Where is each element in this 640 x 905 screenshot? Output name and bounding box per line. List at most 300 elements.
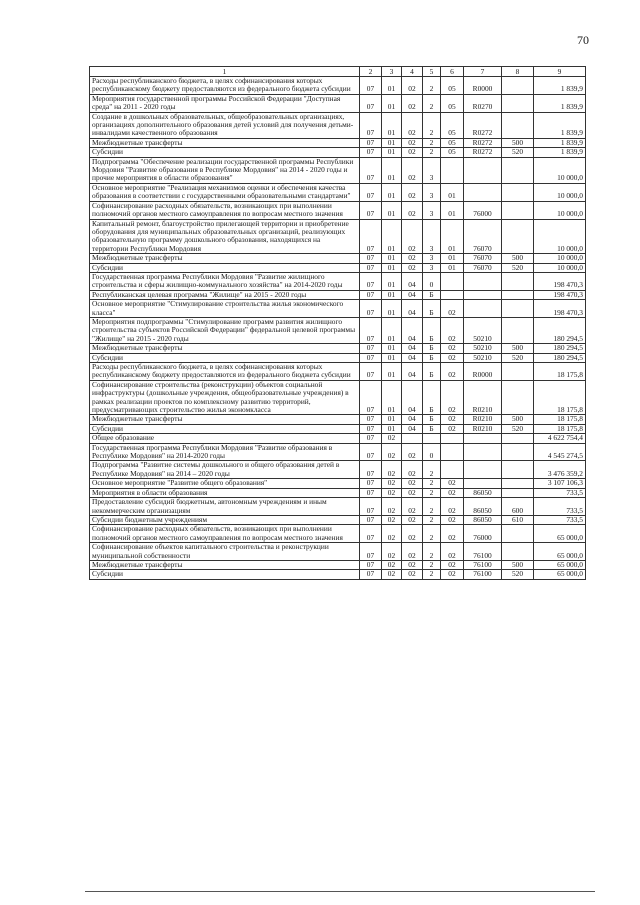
table-row xyxy=(90,77,586,95)
row-section: 07 xyxy=(360,263,382,272)
row-name: Субсидии xyxy=(90,570,360,579)
row-type xyxy=(502,488,534,497)
table-row xyxy=(90,488,586,497)
row-amount: 1 839,9 xyxy=(534,112,586,138)
row-amount: 10 000,0 xyxy=(534,254,586,263)
row-subsection: 02 xyxy=(382,443,402,461)
row-direction xyxy=(464,183,502,201)
row-amount: 65 000,0 xyxy=(534,560,586,569)
table-row xyxy=(90,219,586,254)
row-subprogram: Б xyxy=(423,415,441,424)
row-type xyxy=(502,461,534,479)
row-type xyxy=(502,272,534,290)
row-program: 04 xyxy=(402,317,423,343)
row-name: Субсидии бюджетным учреждениям xyxy=(90,515,360,524)
row-name: Софинансирование расходных обязательств, возникающих при выполнении полномочий органов местного самоуправления по вопросам местного значения xyxy=(90,201,360,219)
row-name: Предоставление субсидий бюджетным, автономным учреждениям и иным некоммерческим организациям xyxy=(90,498,360,516)
row-direction: 76070 xyxy=(464,219,502,254)
row-section: 07 xyxy=(360,543,382,561)
table-row xyxy=(90,183,586,201)
row-program: 02 xyxy=(402,570,423,579)
row-section: 07 xyxy=(360,353,382,362)
row-name: Подпрограмма "Развитие системы дошкольного и общего образования детей в Республике Мордовия" на 2014 – 2020 годы xyxy=(90,461,360,479)
row-amount: 65 000,0 xyxy=(534,525,586,543)
row-name: Государственная программа Республики Мордовия "Развитие образования в Республике Мордовия" на 2014-2020 годы xyxy=(90,443,360,461)
row-subprogram: Б xyxy=(423,290,441,299)
row-subsection: 01 xyxy=(382,380,402,415)
row-direction: 76100 xyxy=(464,560,502,569)
row-section: 07 xyxy=(360,363,382,381)
row-type: 500 xyxy=(502,138,534,147)
row-subsection: 01 xyxy=(382,272,402,290)
row-subsection: 01 xyxy=(382,219,402,254)
row-program: 02 xyxy=(402,479,423,488)
row-program: 02 xyxy=(402,560,423,569)
row-direction: R0210 xyxy=(464,424,502,433)
row-subsection: 01 xyxy=(382,344,402,353)
row-program: 02 xyxy=(402,94,423,112)
row-subprogram: 2 xyxy=(423,148,441,157)
row-type xyxy=(502,183,534,201)
row-subsection: 02 xyxy=(382,461,402,479)
row-measure: 02 xyxy=(441,300,464,318)
row-section: 07 xyxy=(360,515,382,524)
table-row xyxy=(90,380,586,415)
row-program: 02 xyxy=(402,488,423,497)
row-direction: R0272 xyxy=(464,112,502,138)
row-type xyxy=(502,317,534,343)
row-subprogram: Б xyxy=(423,363,441,381)
row-program: 02 xyxy=(402,148,423,157)
row-section: 07 xyxy=(360,272,382,290)
row-amount: 733,5 xyxy=(534,498,586,516)
row-section: 07 xyxy=(360,77,382,95)
row-program: 04 xyxy=(402,344,423,353)
row-amount: 65 000,0 xyxy=(534,543,586,561)
row-measure: 02 xyxy=(441,479,464,488)
row-measure: 02 xyxy=(441,415,464,424)
row-direction: 76070 xyxy=(464,254,502,263)
row-amount: 10 000,0 xyxy=(534,157,586,183)
row-measure: 01 xyxy=(441,219,464,254)
row-subprogram: 2 xyxy=(423,488,441,497)
row-direction: R0272 xyxy=(464,148,502,157)
row-measure: 02 xyxy=(441,515,464,524)
row-name: Субсидии xyxy=(90,263,360,272)
row-subprogram: 3 xyxy=(423,183,441,201)
table-row xyxy=(90,272,586,290)
row-name: Мероприятия государственной программы Российской Федерации "Доступная среда" на 2011 - 2020 годы xyxy=(90,94,360,112)
table-row xyxy=(90,515,586,524)
row-amount: 733,5 xyxy=(534,488,586,497)
row-measure: 01 xyxy=(441,201,464,219)
row-measure: 02 xyxy=(441,363,464,381)
table-row xyxy=(90,353,586,362)
row-name: Межбюджетные трансферты xyxy=(90,138,360,147)
row-program: 02 xyxy=(402,525,423,543)
row-program: 02 xyxy=(402,254,423,263)
row-name: Республиканская целевая программа "Жилище" на 2015 - 2020 годы xyxy=(90,290,360,299)
row-measure: 02 xyxy=(441,543,464,561)
row-subsection: 02 xyxy=(382,525,402,543)
row-measure: 02 xyxy=(441,488,464,497)
row-subsection: 02 xyxy=(382,560,402,569)
row-direction: 76070 xyxy=(464,263,502,272)
row-amount: 733,5 xyxy=(534,515,586,524)
row-measure xyxy=(441,461,464,479)
row-subsection: 02 xyxy=(382,515,402,524)
row-direction xyxy=(464,157,502,183)
row-section: 07 xyxy=(360,570,382,579)
row-subprogram: 2 xyxy=(423,515,441,524)
row-section: 07 xyxy=(360,183,382,201)
row-section: 07 xyxy=(360,112,382,138)
budget-table xyxy=(89,66,586,580)
row-program: 02 xyxy=(402,183,423,201)
row-subsection: 02 xyxy=(382,488,402,497)
table-row xyxy=(90,434,586,443)
row-subprogram: Б xyxy=(423,424,441,433)
row-direction: 76100 xyxy=(464,570,502,579)
row-section: 07 xyxy=(360,380,382,415)
row-type xyxy=(502,443,534,461)
row-subprogram: 2 xyxy=(423,94,441,112)
row-measure xyxy=(441,157,464,183)
row-amount: 18 175,8 xyxy=(534,424,586,433)
row-section: 07 xyxy=(360,525,382,543)
row-type xyxy=(502,290,534,299)
row-name: Субсидии xyxy=(90,353,360,362)
bottom-rule xyxy=(85,891,595,892)
table-row xyxy=(90,317,586,343)
column-header: 2 xyxy=(360,67,382,77)
table-row xyxy=(90,570,586,579)
row-subsection: 01 xyxy=(382,157,402,183)
row-section: 07 xyxy=(360,254,382,263)
row-subprogram: 3 xyxy=(423,263,441,272)
row-measure: 02 xyxy=(441,380,464,415)
row-subprogram xyxy=(423,434,441,443)
row-name: Межбюджетные трансферты xyxy=(90,344,360,353)
row-type xyxy=(502,380,534,415)
row-section: 07 xyxy=(360,498,382,516)
column-header: 5 xyxy=(423,67,441,77)
row-program: 04 xyxy=(402,380,423,415)
row-amount: 4 545 274,5 xyxy=(534,443,586,461)
table-row xyxy=(90,94,586,112)
row-name: Субсидии xyxy=(90,424,360,433)
row-section: 07 xyxy=(360,94,382,112)
row-type: 520 xyxy=(502,424,534,433)
table-row xyxy=(90,344,586,353)
row-section: 07 xyxy=(360,300,382,318)
row-amount: 10 000,0 xyxy=(534,263,586,272)
row-type xyxy=(502,543,534,561)
row-subprogram: 0 xyxy=(423,272,441,290)
row-amount: 1 839,9 xyxy=(534,94,586,112)
row-subsection: 01 xyxy=(382,317,402,343)
row-amount: 65 000,0 xyxy=(534,570,586,579)
row-name: Общее образование xyxy=(90,434,360,443)
table-row xyxy=(90,363,586,381)
row-subsection: 01 xyxy=(382,138,402,147)
row-subsection: 01 xyxy=(382,415,402,424)
row-subprogram: Б xyxy=(423,317,441,343)
row-measure: 02 xyxy=(441,525,464,543)
row-section: 07 xyxy=(360,317,382,343)
row-direction: 76000 xyxy=(464,201,502,219)
row-direction xyxy=(464,290,502,299)
table-row xyxy=(90,424,586,433)
table-row xyxy=(90,157,586,183)
table-row xyxy=(90,461,586,479)
row-type: 500 xyxy=(502,344,534,353)
row-subsection: 01 xyxy=(382,290,402,299)
row-program: 02 xyxy=(402,263,423,272)
row-name: Мероприятия в области образования xyxy=(90,488,360,497)
row-direction xyxy=(464,300,502,318)
table-row xyxy=(90,138,586,147)
table-row xyxy=(90,201,586,219)
table-row xyxy=(90,543,586,561)
row-type: 500 xyxy=(502,415,534,424)
row-amount: 18 175,8 xyxy=(534,415,586,424)
row-direction: R0272 xyxy=(464,138,502,147)
row-measure: 05 xyxy=(441,138,464,147)
row-subprogram: 3 xyxy=(423,254,441,263)
row-direction: R0000 xyxy=(464,363,502,381)
header-row xyxy=(90,67,586,77)
row-subprogram: 3 xyxy=(423,157,441,183)
row-measure xyxy=(441,272,464,290)
row-subsection: 01 xyxy=(382,201,402,219)
row-amount: 180 294,5 xyxy=(534,344,586,353)
row-subsection: 01 xyxy=(382,77,402,95)
table-row xyxy=(90,498,586,516)
row-section: 07 xyxy=(360,201,382,219)
row-type xyxy=(502,112,534,138)
row-type xyxy=(502,157,534,183)
row-type xyxy=(502,434,534,443)
row-amount: 18 175,8 xyxy=(534,363,586,381)
row-name: Создание в дошкольных образовательных, общеобразовательных организациях, организациях дополнительного образования детей условий для получения детьми-инвалидами качественного образования xyxy=(90,112,360,138)
row-type: 520 xyxy=(502,148,534,157)
row-program xyxy=(402,434,423,443)
row-direction: R0270 xyxy=(464,94,502,112)
row-subprogram: Б xyxy=(423,380,441,415)
row-direction xyxy=(464,272,502,290)
row-section: 07 xyxy=(360,157,382,183)
row-direction: R0210 xyxy=(464,380,502,415)
row-direction: 86050 xyxy=(464,498,502,516)
row-type: 520 xyxy=(502,570,534,579)
row-name: Основное мероприятие "Реализация механизмов оценки и обеспечения качества образования в соответствии с государственными образовательными стандартами" xyxy=(90,183,360,201)
row-type xyxy=(502,525,534,543)
column-header: 8 xyxy=(502,67,534,77)
row-direction: 86050 xyxy=(464,515,502,524)
row-measure: 02 xyxy=(441,344,464,353)
table-row xyxy=(90,525,586,543)
row-program: 04 xyxy=(402,300,423,318)
row-subsection: 01 xyxy=(382,94,402,112)
row-measure: 05 xyxy=(441,148,464,157)
row-direction: 50210 xyxy=(464,344,502,353)
row-type: 520 xyxy=(502,353,534,362)
row-program: 02 xyxy=(402,157,423,183)
row-section: 07 xyxy=(360,560,382,569)
row-section: 07 xyxy=(360,461,382,479)
row-subprogram: 0 xyxy=(423,443,441,461)
row-direction xyxy=(464,479,502,488)
table-row xyxy=(90,479,586,488)
row-direction: 86050 xyxy=(464,488,502,497)
row-amount: 198 470,3 xyxy=(534,290,586,299)
row-subprogram: 2 xyxy=(423,543,441,561)
row-measure: 01 xyxy=(441,183,464,201)
row-measure: 02 xyxy=(441,424,464,433)
row-amount: 10 000,0 xyxy=(534,201,586,219)
table-row xyxy=(90,300,586,318)
row-measure xyxy=(441,434,464,443)
row-subsection: 01 xyxy=(382,112,402,138)
row-direction: 50210 xyxy=(464,353,502,362)
row-section: 07 xyxy=(360,344,382,353)
row-measure xyxy=(441,290,464,299)
row-direction: R0210 xyxy=(464,415,502,424)
row-measure xyxy=(441,443,464,461)
table-row xyxy=(90,254,586,263)
row-subsection: 01 xyxy=(382,254,402,263)
row-program: 02 xyxy=(402,77,423,95)
row-measure: 05 xyxy=(441,77,464,95)
row-subprogram: 2 xyxy=(423,498,441,516)
row-subsection: 01 xyxy=(382,183,402,201)
row-subprogram: 3 xyxy=(423,219,441,254)
row-measure: 02 xyxy=(441,498,464,516)
row-name: Капитальный ремонт, благоустройство прилегающей территории и приобретение оборудования для муниципальных образовательных организаций, реализующих образовательную программу дошкольного образования, находящихся на территории Республики Мордовия xyxy=(90,219,360,254)
row-program: 02 xyxy=(402,201,423,219)
row-name: Основное мероприятие "Стимулирование строительства жилья экономического класса" xyxy=(90,300,360,318)
row-subprogram: 2 xyxy=(423,479,441,488)
row-direction xyxy=(464,461,502,479)
row-name: Софинансирование расходных обязательств, возникающих при выполнении полномочий органов местного самоуправления по вопросам местного значения xyxy=(90,525,360,543)
row-program: 04 xyxy=(402,272,423,290)
row-measure: 05 xyxy=(441,112,464,138)
row-name: Субсидии xyxy=(90,148,360,157)
row-subprogram: 2 xyxy=(423,525,441,543)
row-direction: 76100 xyxy=(464,543,502,561)
row-subsection: 02 xyxy=(382,434,402,443)
column-header: 3 xyxy=(382,67,402,77)
row-measure: 02 xyxy=(441,317,464,343)
row-section: 07 xyxy=(360,290,382,299)
row-measure: 02 xyxy=(441,353,464,362)
row-type: 520 xyxy=(502,263,534,272)
row-type xyxy=(502,201,534,219)
row-name: Софинансирование объектов капитального строительства и реконструкции муниципальной собственности xyxy=(90,543,360,561)
row-name: Мероприятия подпрограммы "Стимулирование программ развития жилищного строительства субъектов Российской Федерации" федеральной целевой программы "Жилище" на 2015 - 2020 годы xyxy=(90,317,360,343)
row-subprogram: 2 xyxy=(423,560,441,569)
row-subsection: 01 xyxy=(382,148,402,157)
row-direction xyxy=(464,443,502,461)
row-name: Межбюджетные трансферты xyxy=(90,254,360,263)
row-amount: 1 839,9 xyxy=(534,138,586,147)
row-type xyxy=(502,94,534,112)
row-subprogram: Б xyxy=(423,300,441,318)
row-type: 610 xyxy=(502,515,534,524)
row-direction: 76000 xyxy=(464,525,502,543)
column-header: 9 xyxy=(534,67,586,77)
row-program: 02 xyxy=(402,515,423,524)
row-amount: 10 000,0 xyxy=(534,183,586,201)
page-number: 70 xyxy=(577,33,589,47)
row-program: 02 xyxy=(402,443,423,461)
row-amount: 3 107 106,3 xyxy=(534,479,586,488)
row-program: 04 xyxy=(402,424,423,433)
row-subprogram: Б xyxy=(423,353,441,362)
row-section: 07 xyxy=(360,148,382,157)
row-subsection: 01 xyxy=(382,300,402,318)
row-amount: 18 175,8 xyxy=(534,380,586,415)
row-section: 07 xyxy=(360,488,382,497)
row-measure: 01 xyxy=(441,254,464,263)
row-program: 02 xyxy=(402,219,423,254)
table-row xyxy=(90,290,586,299)
row-measure: 05 xyxy=(441,94,464,112)
row-section: 07 xyxy=(360,219,382,254)
row-type xyxy=(502,479,534,488)
row-section: 07 xyxy=(360,415,382,424)
row-section: 07 xyxy=(360,424,382,433)
row-name: Расходы республиканского бюджета, в целях софинансирования которых республиканскому бюджету предоставляются из федерального бюджета субсидии xyxy=(90,77,360,95)
row-amount: 180 294,5 xyxy=(534,353,586,362)
row-subprogram: 3 xyxy=(423,201,441,219)
row-name: Основное мероприятие "Развитие общего образования" xyxy=(90,479,360,488)
row-direction xyxy=(464,434,502,443)
row-type xyxy=(502,363,534,381)
row-direction: R0000 xyxy=(464,77,502,95)
row-type: 600 xyxy=(502,498,534,516)
row-amount: 198 470,3 xyxy=(534,300,586,318)
table-row xyxy=(90,148,586,157)
row-type xyxy=(502,300,534,318)
table-row xyxy=(90,263,586,272)
row-subprogram: Б xyxy=(423,344,441,353)
column-header: 6 xyxy=(441,67,464,77)
row-section: 07 xyxy=(360,479,382,488)
row-amount: 10 000,0 xyxy=(534,219,586,254)
row-measure: 01 xyxy=(441,263,464,272)
row-name: Межбюджетные трансферты xyxy=(90,560,360,569)
row-measure: 02 xyxy=(441,570,464,579)
column-header: 7 xyxy=(464,67,502,77)
row-subsection: 02 xyxy=(382,570,402,579)
row-name: Государственная программа Республики Мордовия "Развитие жилищного строительства и сферы жилищно-коммунального хозяйства" на 2014-2020 годы xyxy=(90,272,360,290)
row-section: 07 xyxy=(360,443,382,461)
table-row xyxy=(90,112,586,138)
row-name: Софинансирование строительства (реконструкции) объектов социальной инфраструктуры (дошкольные учреждения, общеобразовательные учреждения) в рамках реализации проектов по комплексному развитию территорий, предусматривающих строительство жилья экономкласса xyxy=(90,380,360,415)
row-subsection: 01 xyxy=(382,363,402,381)
row-subsection: 02 xyxy=(382,498,402,516)
table-row xyxy=(90,415,586,424)
row-type: 500 xyxy=(502,254,534,263)
row-subsection: 01 xyxy=(382,263,402,272)
row-program: 02 xyxy=(402,543,423,561)
row-name: Расходы республиканского бюджета, в целях софинансирования которых республиканскому бюджету предоставляются из федерального бюджета субсидии xyxy=(90,363,360,381)
row-subprogram: 2 xyxy=(423,77,441,95)
row-name: Межбюджетные трансферты xyxy=(90,415,360,424)
row-subsection: 01 xyxy=(382,353,402,362)
